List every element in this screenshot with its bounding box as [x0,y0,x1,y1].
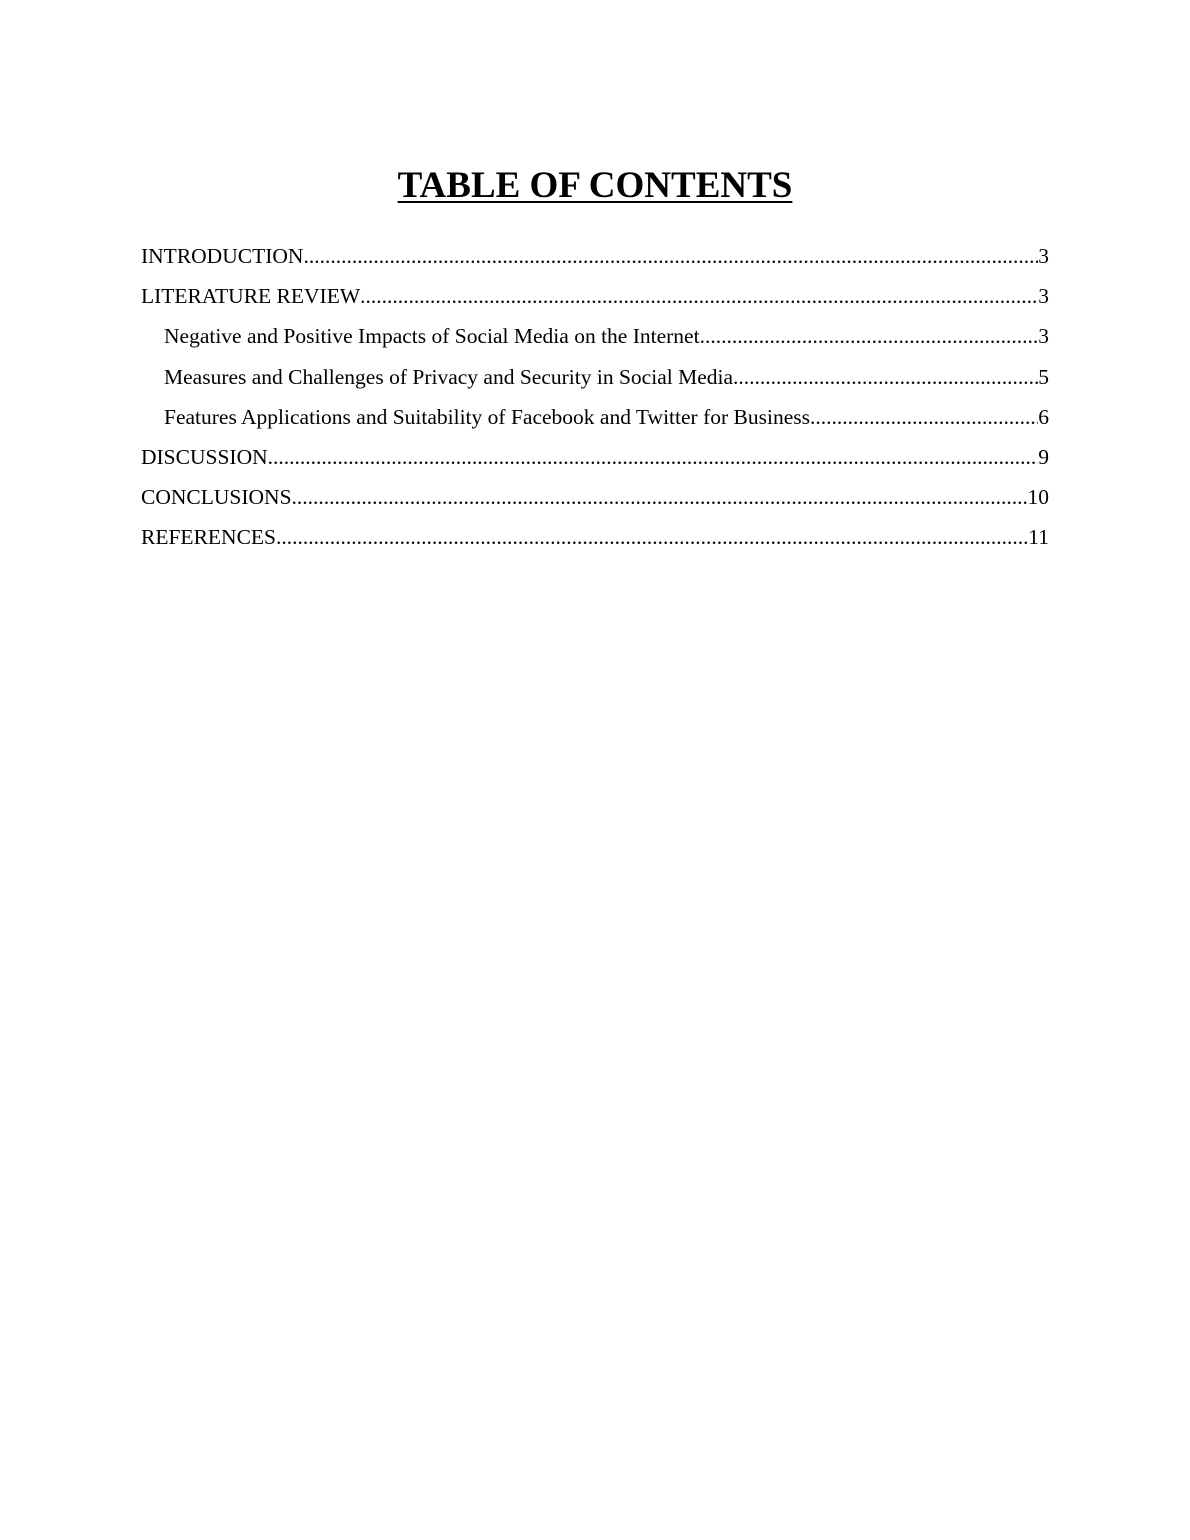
toc-entry-page: 3 [1038,244,1049,268]
toc-dot-leader [733,357,1038,397]
toc-entry-page: 10 [1027,485,1049,510]
toc-entry-page: 5 [1038,364,1049,389]
toc-entry-page: 6 [1038,404,1049,429]
toc-entry-references[interactable] [141,517,1049,557]
toc-dot-leader [276,517,1028,557]
toc-entry-discussion[interactable] [141,437,1049,477]
toc-dot-leader [303,236,1038,276]
toc-entry-page: 3 [1038,284,1049,309]
toc-dot-leader [292,477,1028,517]
toc-dot-leader [700,316,1039,356]
toc-list [141,236,1049,558]
toc-entry-literature-review[interactable] [141,276,1049,316]
toc-entry-impacts[interactable] [141,316,1049,356]
toc-entry-label: INTRODUCTION [141,244,304,268]
toc-entry-facebook-twitter[interactable] [141,397,1049,437]
toc-dot-leader [360,276,1038,316]
toc-entry-conclusions[interactable] [141,477,1049,517]
toc-entry-label: CONCLUSIONS [141,485,292,510]
toc-entry-page: 9 [1038,444,1049,469]
toc-entry-label: DISCUSSION [141,444,268,469]
toc-entry-privacy-security[interactable] [141,357,1049,397]
toc-entry-page: 3 [1038,324,1049,349]
toc-entry-label: REFERENCES [141,525,276,550]
toc-title: TABLE OF CONTENTS [397,165,793,206]
toc-entry-label: LITERATURE REVIEW [141,284,361,309]
toc-entry-label: Negative and Positive Impacts of Social Media on the Internet [164,324,700,349]
toc-entry-label: Measures and Challenges of Privacy and Security in Social Media [164,364,734,389]
toc-dot-leader [810,397,1038,437]
toc-entry-introduction[interactable] [141,236,1049,276]
toc-entry-label: Features Applications and Suitability of Facebook and Twitter for Business [164,404,810,429]
toc-entry-page: 11 [1028,525,1049,550]
toc-dot-leader [268,437,1039,477]
